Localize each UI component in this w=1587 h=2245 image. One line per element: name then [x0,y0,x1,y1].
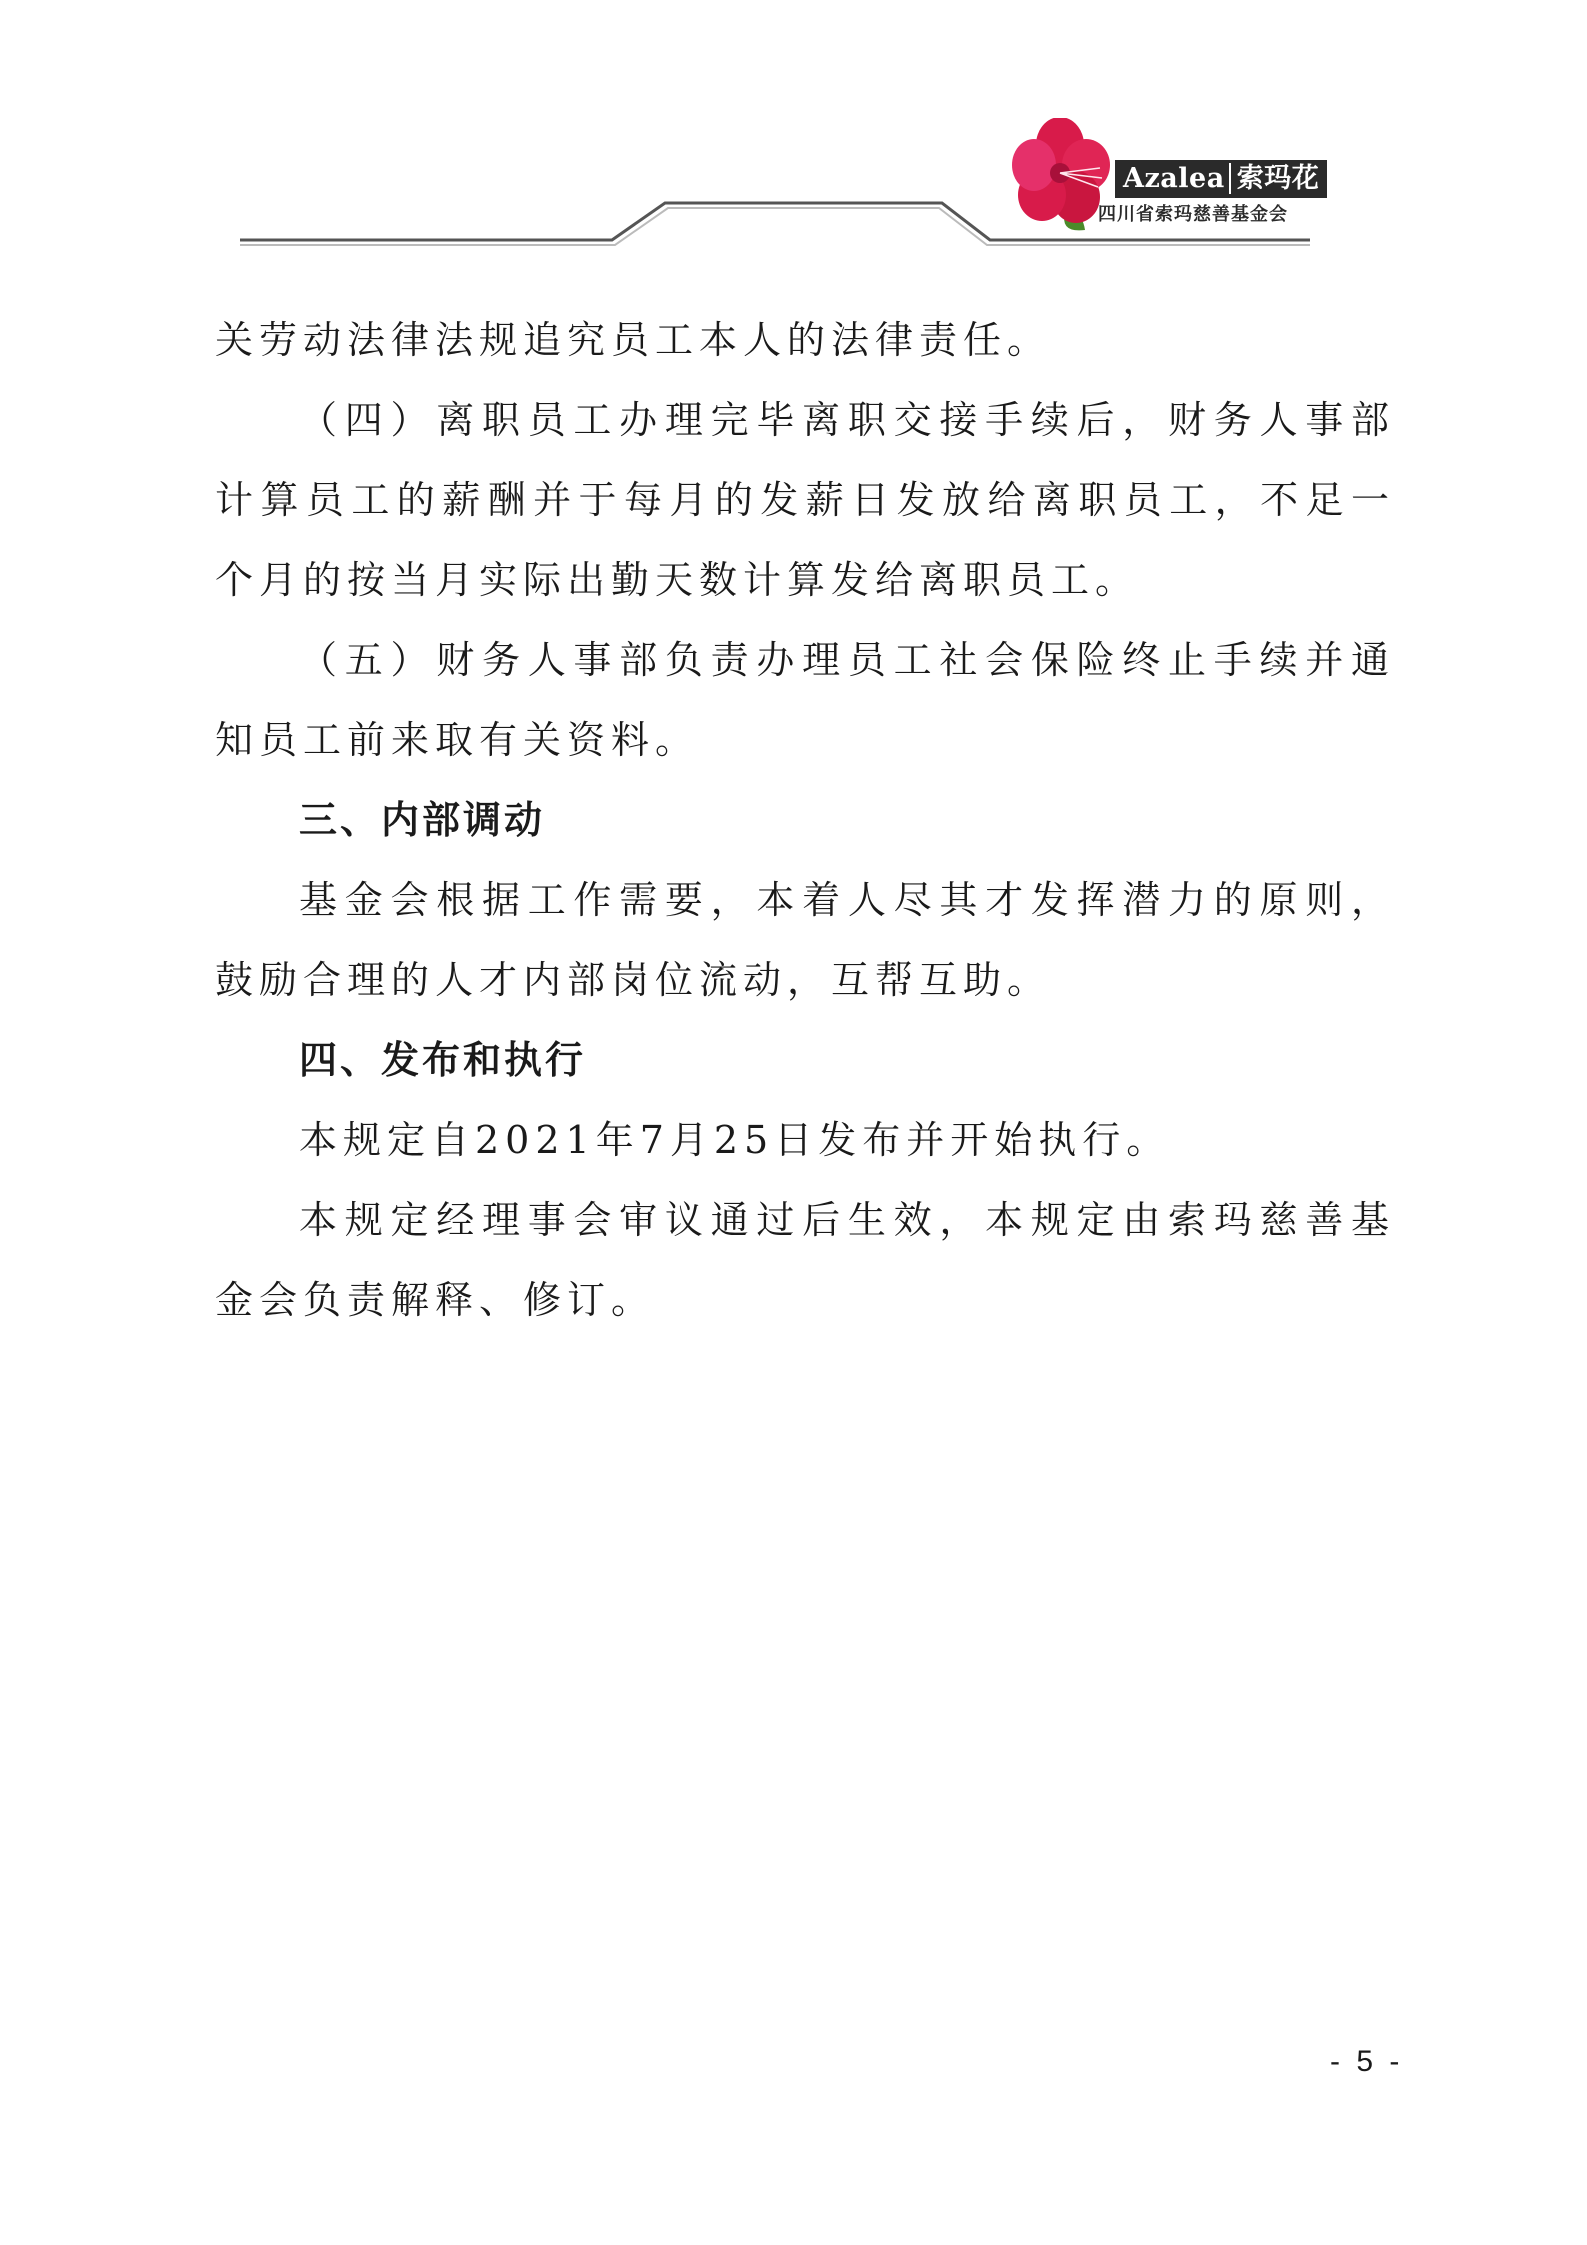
logo-wordmark [1115,160,1327,198]
section-heading-internal-transfer: 三、内部调动 [299,798,546,842]
paragraph-item-five: （五）财务人事部负责办理员工社会保险终止手续并通知员工前来取有关资料。 [215,638,1395,762]
paragraph-interpretation: 本规定经理事会审议通过后生效，本规定由索玛慈善基金会负责解释、修订。 [215,1198,1395,1322]
paragraph-continuation: 关劳动法律法规追究员工本人的法律责任。 [215,318,1052,362]
document-body [215,300,1395,1340]
page-number: - 5 - [1330,2045,1404,2078]
logo-english-name: Azalea [1123,163,1225,194]
logo-chinese-name: 索玛花 [1229,163,1320,194]
paragraph-item-four: （四）离职员工办理完毕离职交接手续后，财务人事部计算员工的薪酬并于每月的发薪日发放给离职员工，不足一个月的按当月实际出勤天数计算发给离职员工。 [215,398,1395,602]
header-rule [0,0,1587,260]
section-heading-publish-execute: 四、发布和执行 [299,1038,587,1082]
paragraph-internal-transfer: 基金会根据工作需要，本着人尽其才发挥潜力的原则，鼓励合理的人才内部岗位流动，互帮互助。 [215,878,1395,1002]
paragraph-effective-date: 本规定自2021年7月25日发布并开始执行。 [299,1118,1171,1162]
logo-organization-name: 四川省索玛慈善基金会 [1098,204,1288,225]
